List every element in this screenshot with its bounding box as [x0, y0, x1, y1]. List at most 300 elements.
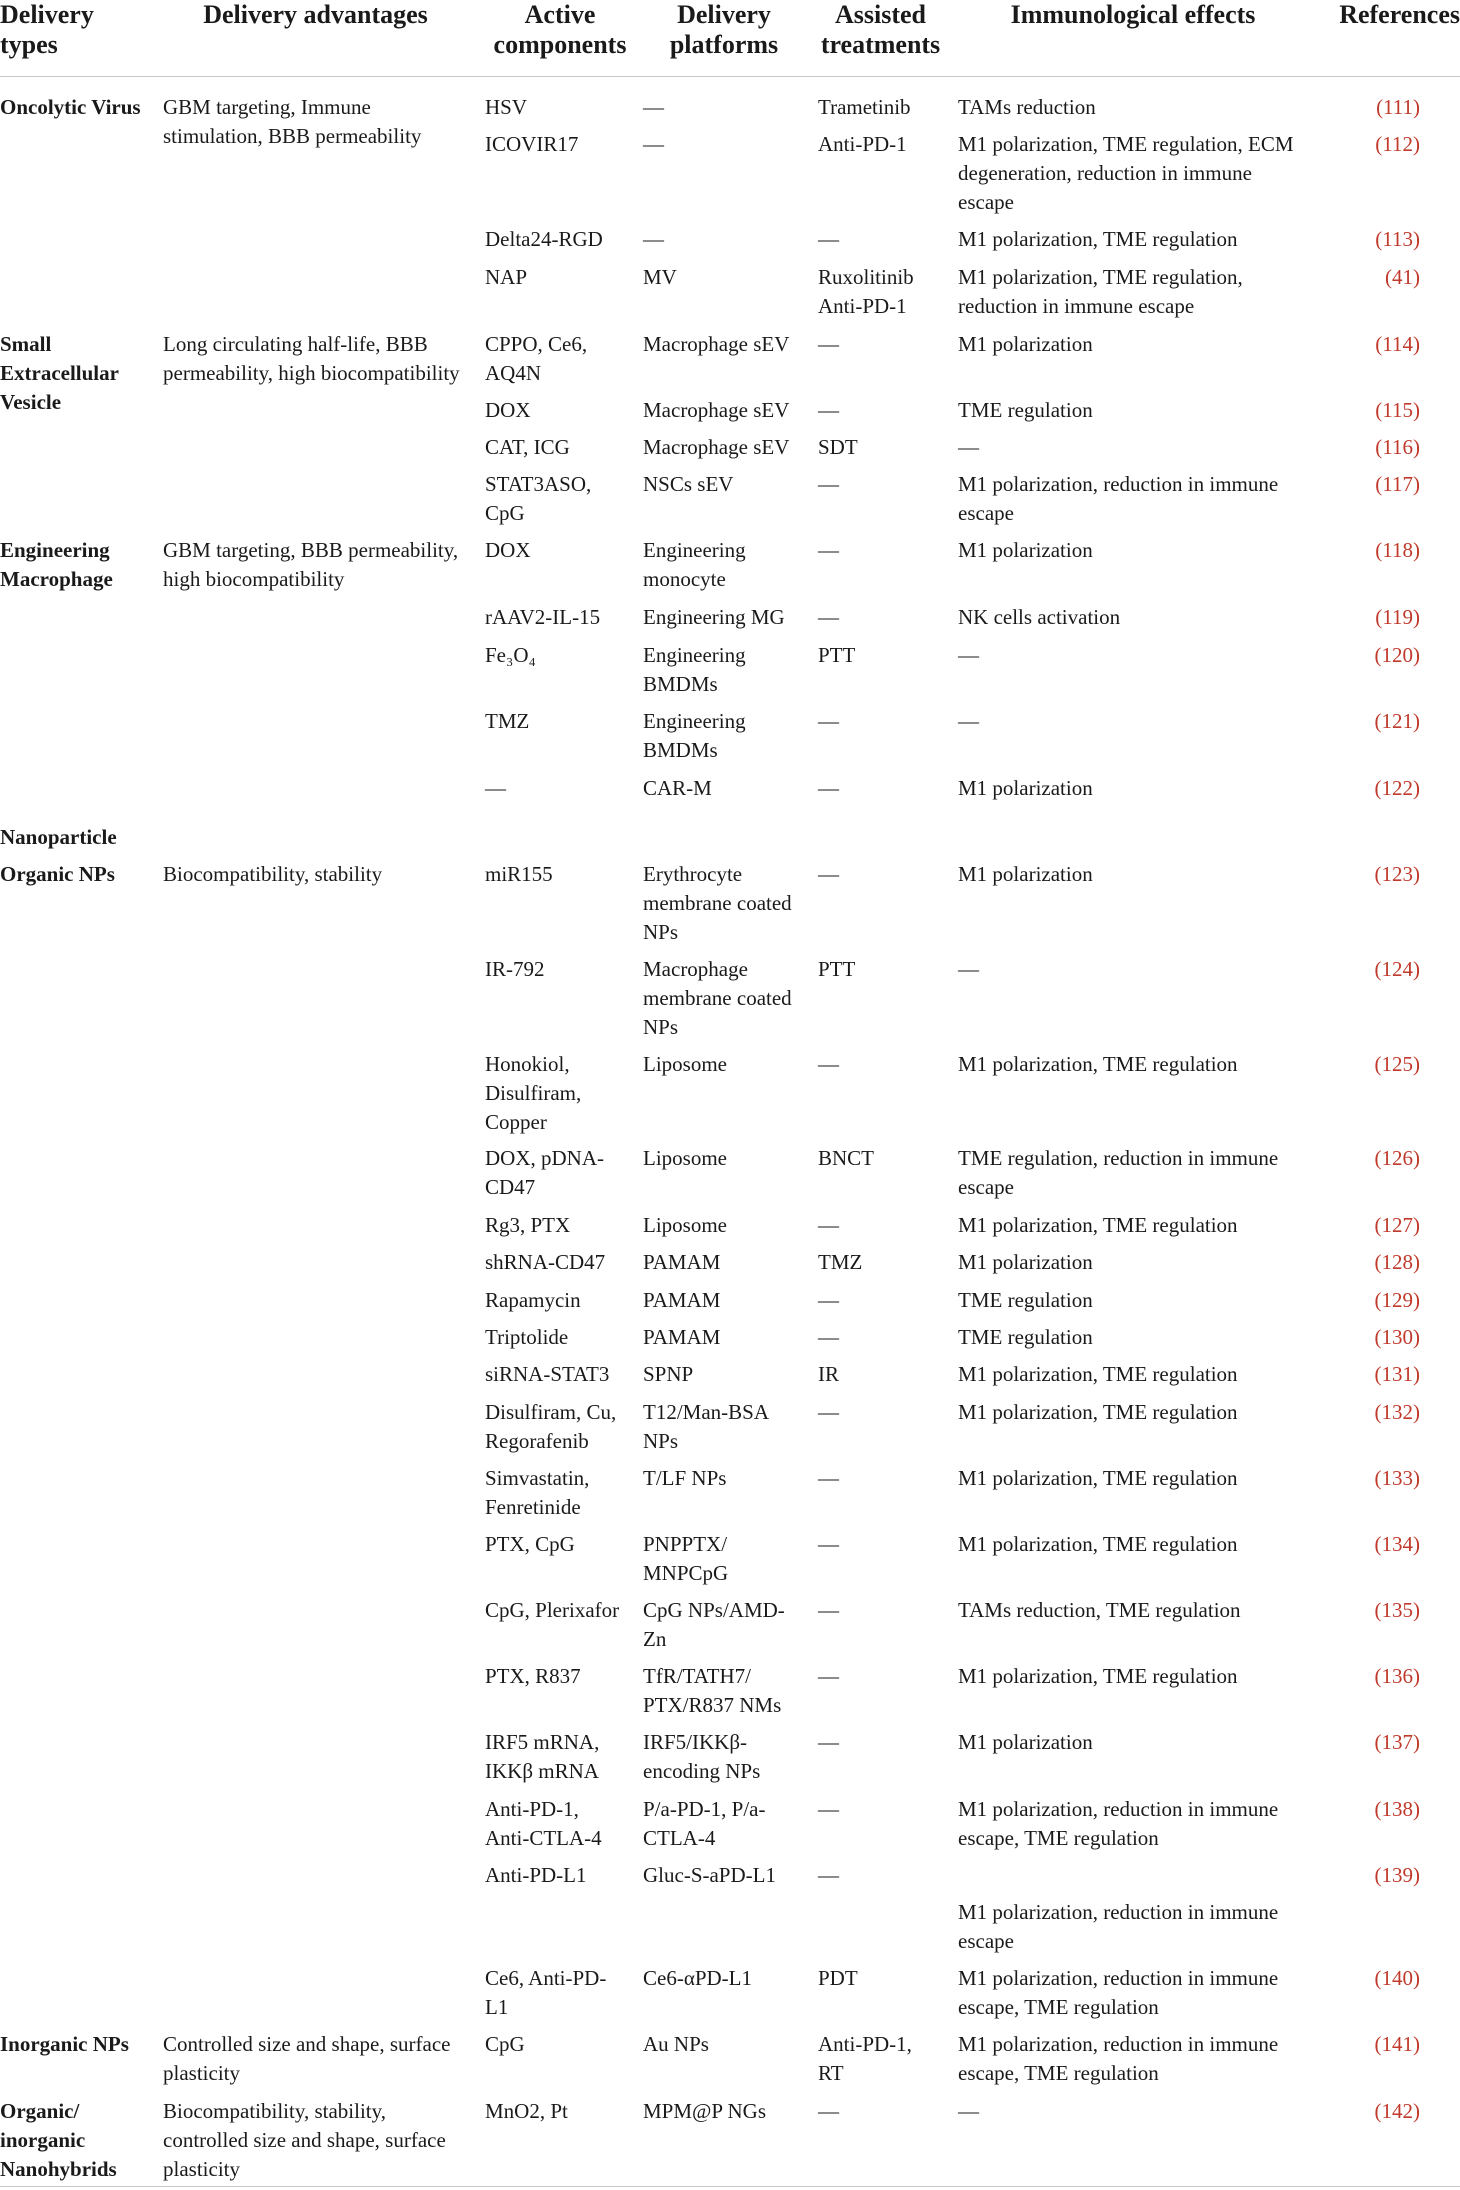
cell-delivery-platforms — [643, 707, 805, 765]
cell-line: PTX, CpG — [485, 1532, 575, 1556]
cell-active-components — [485, 1530, 635, 1559]
cell-immunological-effects — [958, 1144, 1308, 1202]
cell-active-components — [485, 396, 635, 425]
cell-active-components — [485, 1964, 635, 2022]
cell-delivery-platforms — [643, 1728, 805, 1786]
reference-link[interactable]: (129) — [1374, 1288, 1420, 1312]
cell-assisted-treatments — [818, 1662, 943, 1691]
cell-immunological-effects — [958, 1211, 1308, 1240]
reference-link[interactable]: (115) — [1375, 398, 1420, 422]
cell-delivery-platforms — [643, 330, 805, 359]
cell-line: Anti-CTLA-4 — [485, 1826, 602, 1850]
cell-assisted-treatments — [818, 263, 943, 321]
cell-delivery-platforms — [643, 1286, 805, 1315]
cell-line: Vesicle — [0, 390, 62, 414]
cell-line: M1 polarization — [958, 862, 1093, 886]
cell-active-components — [485, 1464, 635, 1522]
reference-link[interactable]: (118) — [1375, 538, 1420, 562]
cell-line: Honokiol, — [485, 1052, 570, 1076]
cell-delivery-platforms — [643, 2097, 805, 2126]
cell-line: M1 polarization — [958, 538, 1093, 562]
cell-delivery-advantages — [163, 536, 468, 594]
cell-delivery-platforms — [643, 641, 805, 699]
cell-line: escape, TME regulation — [958, 2061, 1159, 2085]
cell-line: escape — [958, 501, 1014, 525]
reference-link[interactable]: (136) — [1374, 1664, 1420, 1688]
cell-delivery-type — [0, 2097, 160, 2184]
cell-line: Macrophage sEV — [643, 332, 790, 356]
cell-line: IRF5/IKKβ- — [643, 1730, 748, 1754]
cell-line: CTLA-4 — [643, 1826, 716, 1850]
cell-line: Macrophage — [643, 957, 748, 981]
cell-line: Trametinib — [818, 95, 911, 119]
cell-delivery-type — [0, 536, 160, 594]
cell-immunological-effects — [958, 2030, 1308, 2088]
cell-line: — — [818, 538, 839, 562]
cell-line: encoding NPs — [643, 1759, 761, 1783]
cell-immunological-effects — [958, 1964, 1308, 2022]
reference-link[interactable]: (139) — [1374, 1863, 1420, 1887]
cell-line: Erythrocyte — [643, 862, 743, 886]
cell-line: — — [818, 332, 839, 356]
cell-line: BMDMs — [643, 738, 718, 762]
cell-delivery-platforms — [643, 1662, 805, 1720]
cell-delivery-type — [0, 93, 160, 122]
cell-line: monocyte — [643, 567, 726, 591]
reference-link[interactable]: (117) — [1375, 472, 1420, 496]
reference-link[interactable]: (130) — [1374, 1325, 1420, 1349]
cell-delivery-platforms — [643, 1248, 805, 1277]
cell-line: M1 polarization — [958, 1250, 1093, 1274]
cell-line: CD47 — [485, 1175, 536, 1199]
cell-delivery-platforms — [643, 1530, 805, 1588]
cell-immunological-effects — [958, 774, 1308, 803]
cell-line: Anti-PD-1 — [818, 132, 907, 156]
header-rule — [0, 76, 1460, 77]
reference-link[interactable]: (128) — [1374, 1250, 1420, 1274]
cell-assisted-treatments — [818, 1211, 943, 1240]
cell-active-components — [485, 1861, 635, 1890]
cell-assisted-treatments — [818, 1248, 943, 1277]
cell-line: TfR/TATH7/ — [643, 1664, 751, 1688]
cell-delivery-advantages — [163, 860, 468, 889]
cell-line: — — [643, 95, 664, 119]
cell-line: TMZ — [818, 1250, 863, 1274]
cell-line: M1 polarization — [958, 1730, 1093, 1754]
cell-line: Organic NPs — [0, 862, 115, 886]
cell-line: M1 polarization — [958, 776, 1093, 800]
cell-line: CpG NPs/AMD- — [643, 1598, 785, 1622]
cell-assisted-treatments — [818, 1530, 943, 1559]
cell-assisted-treatments — [818, 2030, 943, 2088]
cell-line: PNPPTX/ — [643, 1532, 728, 1556]
cell-line: Ce6-αPD-L1 — [643, 1966, 752, 1990]
cell-line: M1 polarization, TME regulation, ECM — [958, 132, 1294, 156]
cell-delivery-platforms — [643, 1964, 805, 1993]
cell-line: Engineering — [643, 643, 746, 667]
cell-line: MPM@P NGs — [643, 2099, 767, 2123]
cell-line: M1 polarization, TME regulation — [958, 1664, 1238, 1688]
cell-immunological-effects — [958, 1728, 1308, 1757]
cell-active-components — [485, 707, 635, 736]
cell-line: — — [818, 398, 839, 422]
cell-delivery-platforms — [643, 1398, 805, 1456]
cell-active-components — [485, 330, 635, 388]
reference-link[interactable]: (123) — [1374, 862, 1420, 886]
cell-delivery-platforms — [643, 225, 805, 254]
cell-assisted-treatments — [818, 1050, 943, 1079]
cell-line: M1 polarization, TME regulation — [958, 227, 1238, 251]
cell-immunological-effects — [958, 1795, 1308, 1853]
cell-delivery-platforms — [643, 1795, 805, 1853]
cell-line: Macrophage — [0, 567, 113, 591]
cell-delivery-platforms — [643, 93, 805, 122]
cell-line: Ruxolitinib — [818, 265, 914, 289]
cell-active-components — [485, 263, 635, 292]
cell-line: Gluc-S-aPD-L1 — [643, 1863, 776, 1887]
cell-line: Fenretinide — [485, 1495, 581, 1519]
cell-line: Au NPs — [643, 2032, 709, 2056]
cell-line: Engineering MG — [643, 605, 785, 629]
cell-immunological-effects — [958, 1050, 1308, 1079]
cell-line: IR — [818, 1362, 839, 1386]
cell-line: — — [643, 132, 664, 156]
bottom-rule — [0, 2186, 1460, 2187]
cell-line: PAMAM — [643, 1325, 721, 1349]
cell-assisted-treatments — [818, 2097, 943, 2126]
cell-immunological-effects — [958, 641, 1308, 670]
cell-line: Biocompatibility, stability, — [163, 2099, 387, 2123]
reference-link[interactable]: (116) — [1375, 435, 1420, 459]
cell-line: TME regulation, reduction in immune — [958, 1146, 1279, 1170]
reference-link[interactable]: (114) — [1375, 332, 1420, 356]
reference-link[interactable]: (137) — [1374, 1730, 1420, 1754]
cell-assisted-treatments — [818, 1144, 943, 1173]
cell-immunological-effects — [958, 603, 1308, 632]
cell-line: ICOVIR17 — [485, 132, 579, 156]
cell-line: NSCs sEV — [643, 472, 734, 496]
cell-line: — — [818, 1213, 839, 1237]
cell-line: DOX — [485, 398, 531, 422]
cell-line: MNPCpG — [643, 1561, 729, 1585]
cell-line: — — [818, 1730, 839, 1754]
cell-immunological-effects — [958, 396, 1308, 425]
reference-link[interactable]: (122) — [1374, 776, 1420, 800]
cell-line: Extracellular — [0, 361, 119, 385]
cell-line: BMDMs — [643, 672, 718, 696]
cell-delivery-platforms — [643, 1861, 805, 1890]
cell-immunological-effects — [958, 1464, 1308, 1493]
cell-line: CAT, ICG — [485, 435, 570, 459]
cell-immunological-effects — [958, 1323, 1308, 1352]
cell-active-components — [485, 2097, 635, 2126]
reference-link[interactable]: (113) — [1375, 227, 1420, 251]
cell-active-components — [485, 130, 635, 159]
cell-delivery-type — [0, 823, 160, 852]
cell-line: TAMs reduction, TME regulation — [958, 1598, 1241, 1622]
reference-link[interactable]: (141) — [1374, 2032, 1420, 2056]
cell-line: M1 polarization, TME regulation — [958, 1213, 1238, 1237]
cell-assisted-treatments — [818, 396, 943, 425]
reference-link[interactable]: (132) — [1374, 1400, 1420, 1424]
cell-immunological-effects — [958, 433, 1308, 462]
cell-line: Macrophage sEV — [643, 435, 790, 459]
cell-active-components — [485, 1596, 635, 1625]
cell-immunological-effects — [958, 860, 1308, 889]
cell-line: PTX, R837 — [485, 1664, 581, 1688]
cell-line: — — [818, 1532, 839, 1556]
reference-link[interactable]: (138) — [1374, 1797, 1420, 1821]
cell-delivery-platforms — [643, 1050, 805, 1079]
cell-line: AQ4N — [485, 361, 541, 385]
cell-active-components — [485, 1398, 635, 1456]
cell-active-components — [485, 2030, 635, 2059]
reference-link[interactable]: (112) — [1375, 132, 1420, 156]
cell-line: CPPO, Ce6, — [485, 332, 588, 356]
cell-line: high biocompatibility — [163, 567, 345, 591]
cell-line: Disulfiram, Cu, — [485, 1400, 617, 1424]
cell-line: Ce6, Anti-PD- — [485, 1966, 607, 1990]
cell-line: TME regulation — [958, 1325, 1093, 1349]
cell-line: NK cells activation — [958, 605, 1121, 629]
reference-link[interactable]: (131) — [1374, 1362, 1420, 1386]
cell-immunological-effects — [958, 470, 1308, 528]
cell-line: STAT3ASO, — [485, 472, 592, 496]
cell-line: M1 polarization, reduction in immune — [958, 1797, 1279, 1821]
cell-active-components — [485, 433, 635, 462]
header-delivery-types: Delivery types — [0, 0, 94, 59]
cell-assisted-treatments — [818, 1964, 943, 1993]
cell-delivery-advantages — [163, 93, 468, 151]
cell-line: CpG — [485, 501, 525, 525]
cell-assisted-treatments — [818, 1464, 943, 1493]
cell-delivery-platforms — [643, 1144, 805, 1173]
cell-line: TME regulation — [958, 1288, 1093, 1312]
reference-link[interactable]: (120) — [1374, 643, 1420, 667]
cell-line: SDT — [818, 435, 858, 459]
cell-line: NAP — [485, 265, 528, 289]
cell-assisted-treatments — [818, 1323, 943, 1352]
cell-line: degeneration, reduction in immune — [958, 161, 1252, 185]
reference-link[interactable]: (121) — [1374, 709, 1420, 733]
cell-line: MV — [643, 265, 677, 289]
cell-assisted-treatments — [818, 1861, 943, 1890]
cell-assisted-treatments — [818, 603, 943, 632]
cell-line: M1 polarization, reduction in immune — [958, 1966, 1279, 1990]
cell-line: DOX, pDNA- — [485, 1146, 604, 1170]
cell-line: — — [818, 1797, 839, 1821]
cell-active-components — [485, 1662, 635, 1691]
cell-assisted-treatments — [818, 860, 943, 889]
cell-active-components — [485, 1286, 635, 1315]
cell-line: RT — [818, 2061, 844, 2085]
cell-active-components — [485, 93, 635, 122]
cell-line: NPs — [643, 1429, 679, 1453]
cell-line: — — [818, 1052, 839, 1076]
cell-line: M1 polarization, reduction in immune — [958, 1900, 1279, 1924]
cell-assisted-treatments — [818, 641, 943, 670]
cell-delivery-type — [0, 2030, 160, 2059]
cell-line: — — [958, 2099, 979, 2123]
cell-line: PDT — [818, 1966, 858, 1990]
cell-line: Zn — [643, 1627, 667, 1651]
reference-link[interactable]: (119) — [1375, 605, 1420, 629]
reference-link[interactable]: (134) — [1374, 1532, 1420, 1556]
cell-line: escape — [958, 190, 1014, 214]
cell-line: M1 polarization, TME regulation, — [958, 265, 1243, 289]
cell-line: Engineering — [0, 538, 110, 562]
cell-immunological-effects — [958, 2097, 1308, 2126]
cell-immunological-effects — [958, 1662, 1308, 1691]
cell-line: M1 polarization — [958, 332, 1093, 356]
cell-delivery-platforms — [643, 1464, 805, 1493]
cell-active-components — [485, 641, 635, 670]
cell-line: HSV — [485, 95, 528, 119]
cell-delivery-platforms — [643, 955, 805, 1042]
cell-line: TAMs reduction — [958, 95, 1096, 119]
reference-link[interactable]: (142) — [1374, 2099, 1420, 2123]
cell-line: Oncolytic Virus — [0, 95, 141, 119]
cell-active-components — [485, 774, 635, 803]
cell-line: M1 polarization, reduction in immune — [958, 472, 1279, 496]
cell-line: T/LF NPs — [643, 1466, 727, 1490]
header-immunological-effects: Immunological effects — [1010, 0, 1256, 29]
cell-line: Biocompatibility, stability — [163, 862, 383, 886]
cell-line: M1 polarization, reduction in immune — [958, 2032, 1279, 2056]
reference-link[interactable]: (124) — [1374, 957, 1420, 981]
cell-line: Engineering — [643, 709, 746, 733]
cell-delivery-platforms — [643, 536, 805, 594]
cell-line: MnO2, Pt — [485, 2099, 568, 2123]
cell-line: NPs — [643, 1015, 679, 1039]
reference-link[interactable]: (125) — [1374, 1052, 1420, 1076]
cell-line: Anti-PD-L1 — [485, 1863, 587, 1887]
cell-delivery-type — [0, 330, 160, 417]
cell-immunological-effects — [958, 707, 1308, 736]
cell-line: — — [818, 1325, 839, 1349]
cell-immunological-effects — [958, 93, 1308, 122]
header-delivery-advantages: Delivery advantages — [203, 0, 428, 29]
cell-line: Engineering — [643, 538, 746, 562]
cell-line: IRF5 mRNA, — [485, 1730, 600, 1754]
reference-link[interactable]: (127) — [1374, 1213, 1420, 1237]
cell-line: Delta24-RGD — [485, 227, 603, 251]
cell-line: escape — [958, 1175, 1014, 1199]
cell-immunological-effects — [958, 330, 1308, 359]
cell-delivery-platforms — [643, 603, 805, 632]
cell-line: — — [818, 227, 839, 251]
cell-assisted-treatments — [818, 225, 943, 254]
cell-line: TME regulation — [958, 398, 1093, 422]
cell-line: Anti-PD-1 — [818, 294, 907, 318]
cell-active-components — [485, 603, 635, 632]
cell-delivery-platforms — [643, 1596, 805, 1654]
cell-line: Liposome — [643, 1052, 727, 1076]
cell-line: — — [958, 709, 979, 733]
cell-line: M1 polarization, TME regulation — [958, 1052, 1238, 1076]
cell-line: TMZ — [485, 709, 530, 733]
cell-assisted-treatments — [818, 1596, 943, 1625]
cell-line: — — [818, 1598, 839, 1622]
cell-line: reduction in immune escape — [958, 294, 1195, 318]
cell-assisted-treatments — [818, 536, 943, 565]
cell-delivery-platforms — [643, 1360, 805, 1389]
cell-line: stimulation, BBB permeability — [163, 124, 422, 148]
cell-assisted-treatments — [818, 433, 943, 462]
reference-link[interactable]: (111) — [1376, 95, 1420, 119]
cell-active-components — [485, 1248, 635, 1277]
cell-line: — — [818, 1288, 839, 1312]
cell-line: Anti-PD-1, — [485, 1797, 579, 1821]
cell-line: siRNA-STAT3 — [485, 1362, 610, 1386]
reference-link[interactable]: (41) — [1385, 265, 1420, 289]
cell-immunological-effects — [958, 1248, 1308, 1277]
reference-link[interactable]: (126) — [1374, 1146, 1420, 1170]
cell-delivery-advantages — [163, 330, 468, 388]
cell-line: Inorganic NPs — [0, 2032, 129, 2056]
cell-delivery-platforms — [643, 1211, 805, 1240]
cell-immunological-effects — [958, 1398, 1308, 1427]
cell-immunological-effects — [958, 263, 1308, 321]
cell-line: Copper — [485, 1110, 547, 1134]
cell-line: Small — [0, 332, 52, 356]
cell-line: BNCT — [818, 1146, 875, 1170]
cell-line: Regorafenib — [485, 1429, 589, 1453]
cell-line: PAMAM — [643, 1288, 721, 1312]
cell-line: PTT — [818, 643, 856, 667]
cell-active-components — [485, 860, 635, 889]
cell-delivery-type — [0, 860, 160, 889]
cell-active-components — [485, 470, 635, 528]
cell-line: CpG, Plerixafor — [485, 1598, 620, 1622]
cell-delivery-platforms — [643, 433, 805, 462]
cell-line: — — [818, 1400, 839, 1424]
header-active-components: Active components — [493, 0, 627, 59]
reference-link[interactable]: (133) — [1374, 1466, 1420, 1490]
cell-line: escape, TME regulation — [958, 1995, 1159, 2019]
cell-assisted-treatments — [818, 774, 943, 803]
cell-line: Nanohybrids — [0, 2157, 117, 2181]
cell-active-components — [485, 536, 635, 565]
cell-immunological-effects — [958, 955, 1308, 984]
cell-line: Fe₃O₄ — [485, 643, 536, 667]
cell-delivery-platforms — [643, 396, 805, 425]
cell-immunological-effects — [958, 1360, 1308, 1389]
cell-line: Controlled size and shape, surface — [163, 2032, 451, 2056]
cell-line: controlled size and shape, surface — [163, 2128, 446, 2152]
cell-immunological-effects — [958, 1596, 1308, 1625]
cell-line: GBM targeting, BBB permeability, — [163, 538, 459, 562]
cell-assisted-treatments — [818, 93, 943, 122]
cell-line: P/a-PD-1, P/a- — [643, 1797, 766, 1821]
reference-link[interactable]: (135) — [1374, 1598, 1420, 1622]
cell-delivery-platforms — [643, 1323, 805, 1352]
cell-line: inorganic — [0, 2128, 86, 2152]
cell-line: — — [818, 1664, 839, 1688]
cell-line: M1 polarization, TME regulation — [958, 1362, 1238, 1386]
cell-delivery-platforms — [643, 2030, 805, 2059]
cell-line: — — [818, 2099, 839, 2123]
cell-delivery-advantages — [163, 2097, 468, 2184]
cell-line: — — [818, 1863, 839, 1887]
cell-assisted-treatments — [818, 130, 943, 159]
cell-line: Simvastatin, — [485, 1466, 590, 1490]
cell-active-components — [485, 1728, 635, 1786]
cell-active-components — [485, 1211, 635, 1240]
cell-line: L1 — [485, 1995, 509, 2019]
cell-active-components — [485, 1050, 635, 1137]
reference-link[interactable]: (140) — [1374, 1966, 1420, 1990]
